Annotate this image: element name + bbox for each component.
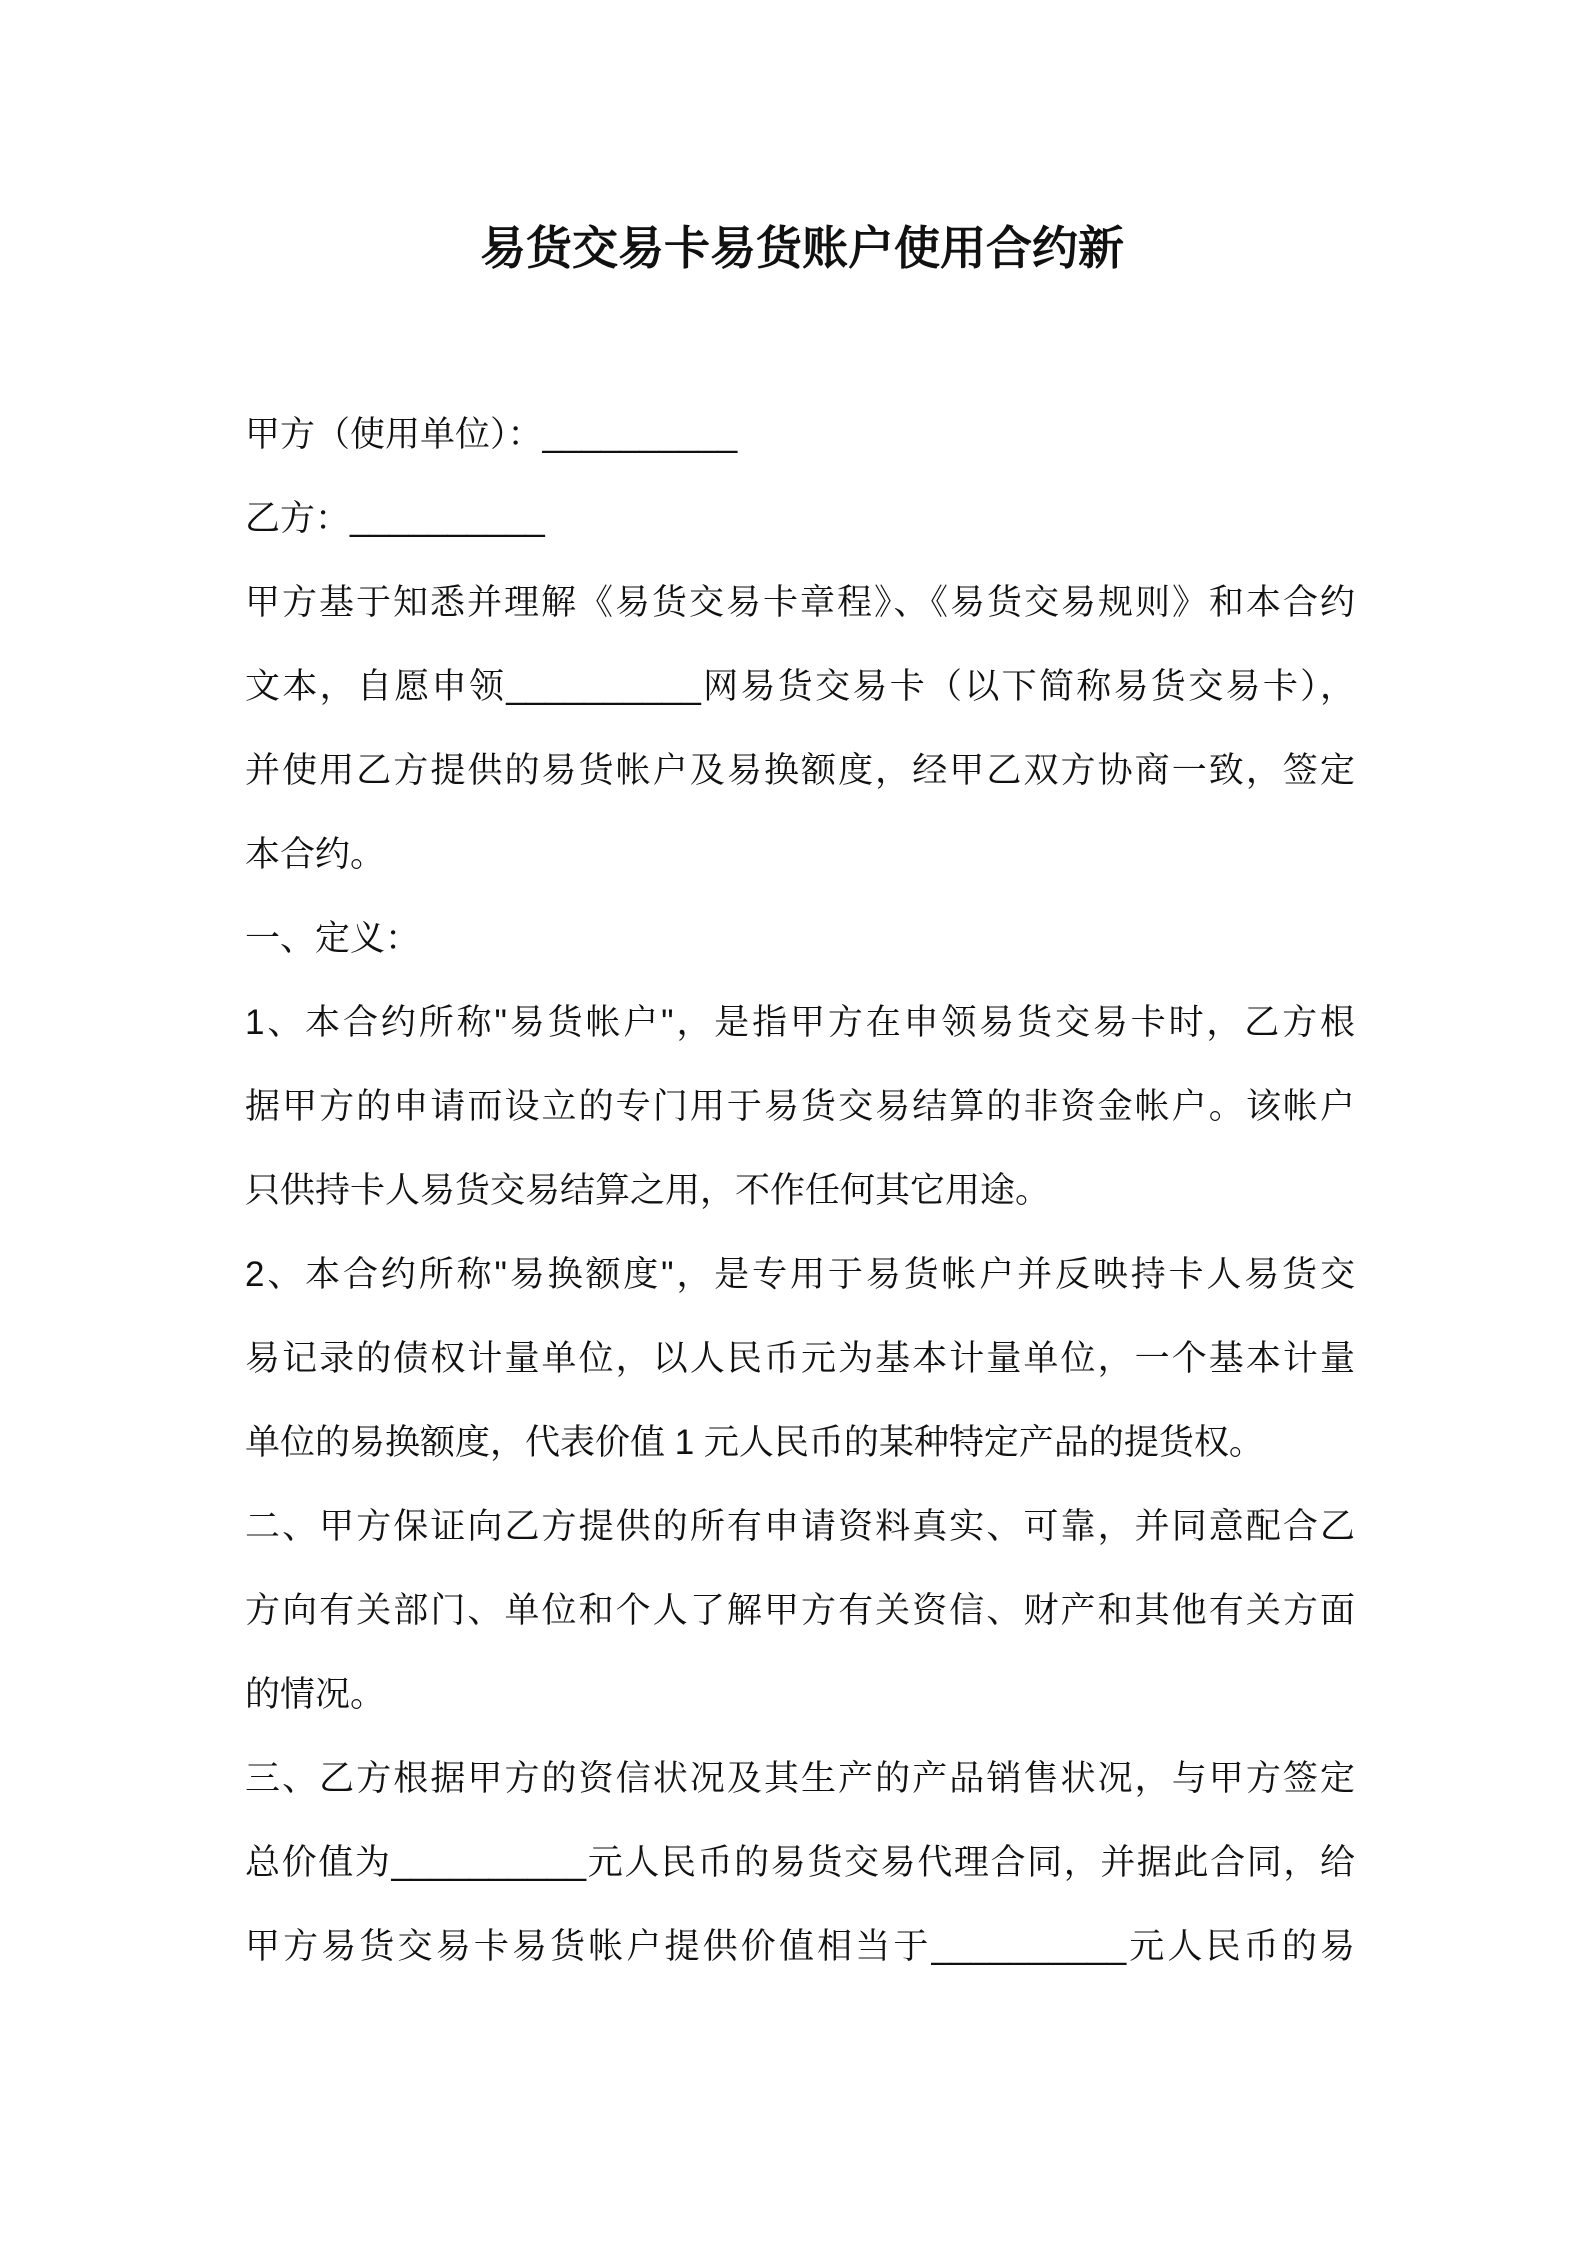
clause-line: 2、本合约所称"易换额度"，是专用于易货帐户并反映持卡人易货交 xyxy=(245,1255,1355,1294)
party-b-field xyxy=(245,477,1355,561)
preamble-line: 本合约。 xyxy=(245,835,386,874)
clause-1-1-paragraph xyxy=(245,981,1355,1233)
section-line: 二、甲方保证向乙方提供的所有申请资料真实、可靠，并同意配合乙 xyxy=(245,1507,1355,1546)
document-title: 易货交易卡易货账户使用合约新 xyxy=(480,222,1124,274)
preamble-line: 并使用乙方提供的易货帐户及易换额度，经甲乙双方协商一致，签定 xyxy=(245,751,1355,790)
preamble-line: 文本，自愿申领__________网易货交易卡（以下简称易货交易卡）， xyxy=(245,667,1355,706)
document-body xyxy=(245,393,1355,1989)
section-line: 三、乙方根据甲方的资信状况及其生产的产品销售状况，与甲方签定 xyxy=(245,1759,1355,1798)
section-1-heading xyxy=(245,897,1355,981)
party-b-line: 乙方：__________ xyxy=(245,499,545,538)
clause-line: 单位的易换额度，代表价值 1 元人民币的某种特定产品的提货权。 xyxy=(245,1423,1264,1462)
clause-line: 1、本合约所称"易货帐户"，是指甲方在申领易货交易卡时，乙方根 xyxy=(245,1003,1355,1042)
party-a-field xyxy=(245,393,1355,477)
party-a-line: 甲方（使用单位）：__________ xyxy=(245,415,738,454)
section-line: 总价值为__________元人民币的易货交易代理合同，并据此合同，给 xyxy=(245,1843,1355,1882)
preamble-line: 甲方基于知悉并理解《易货交易卡章程》、《易货交易规则》和本合约 xyxy=(245,583,1355,622)
section-3-paragraph xyxy=(245,1737,1355,1989)
clause-line: 易记录的债权计量单位，以人民币元为基本计量单位，一个基本计量 xyxy=(245,1339,1355,1378)
section-line: 的情况。 xyxy=(245,1675,386,1714)
preamble-paragraph xyxy=(245,561,1355,897)
clause-line: 据甲方的申请而设立的专门用于易货交易结算的非资金帐户。该帐户 xyxy=(245,1087,1355,1126)
section-line: 甲方易货交易卡易货帐户提供价值相当于__________元人民币的易 xyxy=(245,1927,1355,1966)
section-2-paragraph xyxy=(245,1485,1355,1737)
clause-line: 只供持卡人易货交易结算之用，不作任何其它用途。 xyxy=(245,1171,1051,1210)
section-heading-line: 一、定义： xyxy=(245,919,421,958)
section-line: 方向有关部门、单位和个人了解甲方有关资信、财产和其他有关方面 xyxy=(245,1591,1355,1630)
clause-1-2-paragraph xyxy=(245,1233,1355,1485)
